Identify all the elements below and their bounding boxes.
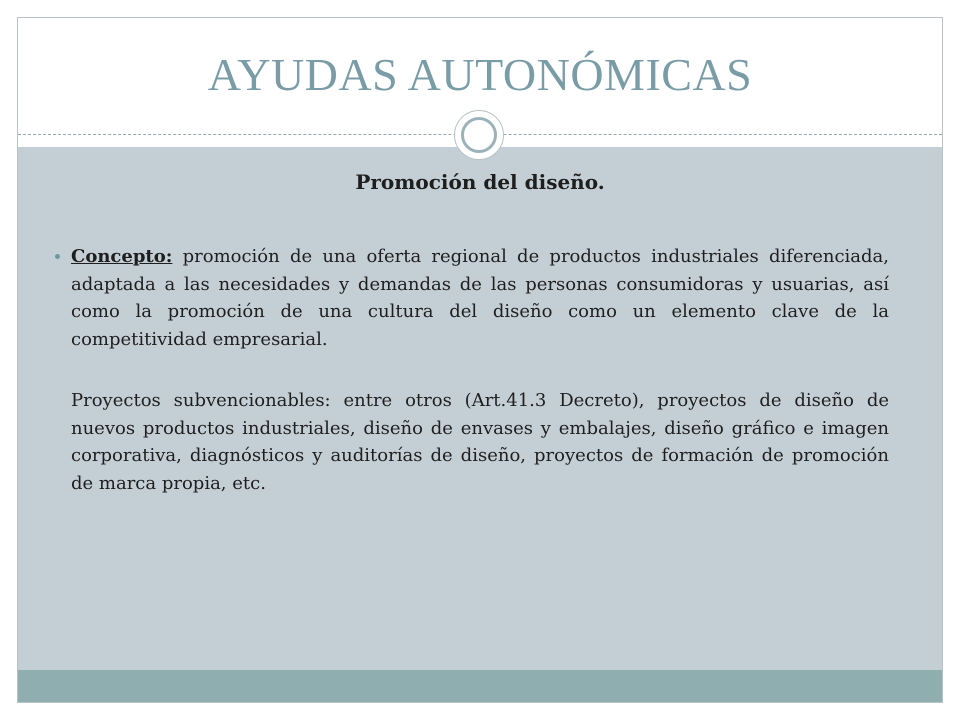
body-text: [71, 243, 889, 497]
footer-bar: [18, 670, 942, 702]
slide: [17, 17, 943, 703]
projects-paragraph: Proyectos subvencionables: entre otros (Art.41.3 Decreto), proyectos de diseño de nuevos productos industriales, diseño de envases y embalajes, diseño gráfico e imagen corporativa, diagnósticos y auditorías de diseño, proyectos de formación de promoción de marca propia, etc.: [71, 390, 889, 494]
concept-paragraph: [71, 243, 889, 353]
concept-label: Concepto:: [71, 246, 173, 267]
bullet-icon: [55, 254, 60, 259]
slide-subtitle: Promoción del diseño.: [355, 170, 605, 194]
concept-text: promoción de una oferta regional de productos industriales diferenciada, adaptada a las necesidades y demandas de las personas consumidoras y usuarias, así como la promoción de una cultura del diseño como un elemento clave de la competitividad empresarial.: [71, 246, 889, 350]
slide-title: AYUDAS AUTONÓMICAS: [207, 49, 753, 100]
circle-ornament-icon: [454, 110, 504, 160]
